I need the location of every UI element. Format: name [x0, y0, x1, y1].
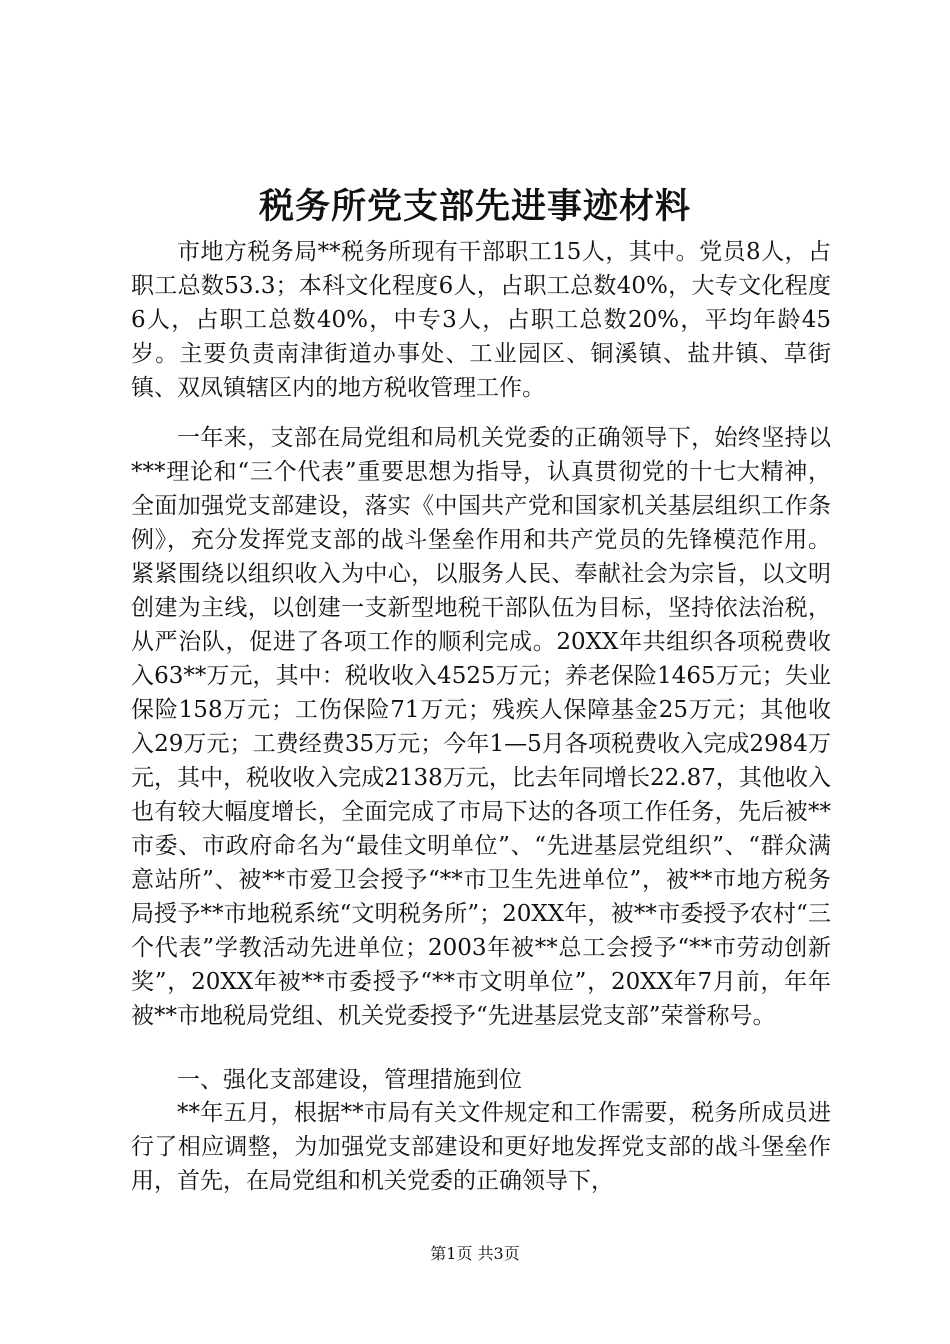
section-heading: 一、强化支部建设，管理措施到位: [177, 1067, 522, 1093]
paragraph-annual-achievements: 一年来，支部在局党组和局机关党委的正确领导下，始终坚持以***理论和“三个代表”重要思想为指导，认真贯彻党的十七大精神，全面加强党支部建设，落实《中国共产党和国家机关基层组织工作条例》，充分发挥党支部的战斗堡垒作用和共产党员的先锋模范作用。紧紧围绕以组织收入为中心，以服务人民、奉献社会为宗旨，以文明创建为主线，以创建一支新型地税干部队伍为目标，坚持依法治税，从严治队，促进了各项工作的顺利完成。20XX年共组织各项税费收入63**万元，其中：税收收入4525万元；养老保险1465万元；失业保险158万元；工伤保险71万元；残疾人保障基金25万元；其他收入29万元；工费经费35万元；今年1—5月各项税费收入完成2984万元，其中，税收收入完成2138万元，比去年同增长22.87，其他收入也有较大幅度增长，全面完成了市局下达的各项工作任务，先后被**市委、市政府命名为“最佳文明单位”、“先进基层党组织”、“群众满意站所”、被**市爱卫会授予“**市卫生先进单位”，被**市地方税务局授予**市地税系统“文明税务所”；20XX年，被**市委授予农村“三个代表”学教活动先进单位；2003年被**总工会授予“**市劳动创新奖”，20XX年被**市委授予“**市文明单位”，20XX年7月前，年年被**市地税局党组、机关党委授予“先进基层党支部”荣誉称号。: [131, 425, 832, 1029]
document-title: 税务所党支部先进事迹材料: [258, 186, 691, 227]
paragraph-staff-overview: 市地方税务局**税务所现有干部职工15人，其中。党员8人，占职工总数53.3；本科文化程度6人，占职工总数40%，大专文化程度6人，占职工总数40%，中专3人，占职工总数20%，平均年龄45岁。主要负责南津街道办事处、工业园区、铜溪镇、盐井镇、草街镇、双凤镇辖区内的地方税收管理工作。: [131, 239, 831, 401]
paragraph-branch-building: **年五月，根据**市局有关文件规定和工作需要，税务所成员进行了相应调整，为加强党支部建设和更好地发挥党支部的战斗堡垒作用，首先，在局党组和机关党委的正确领导下，: [131, 1100, 831, 1194]
page-indicator: 第1页 共3页: [430, 1244, 520, 1263]
